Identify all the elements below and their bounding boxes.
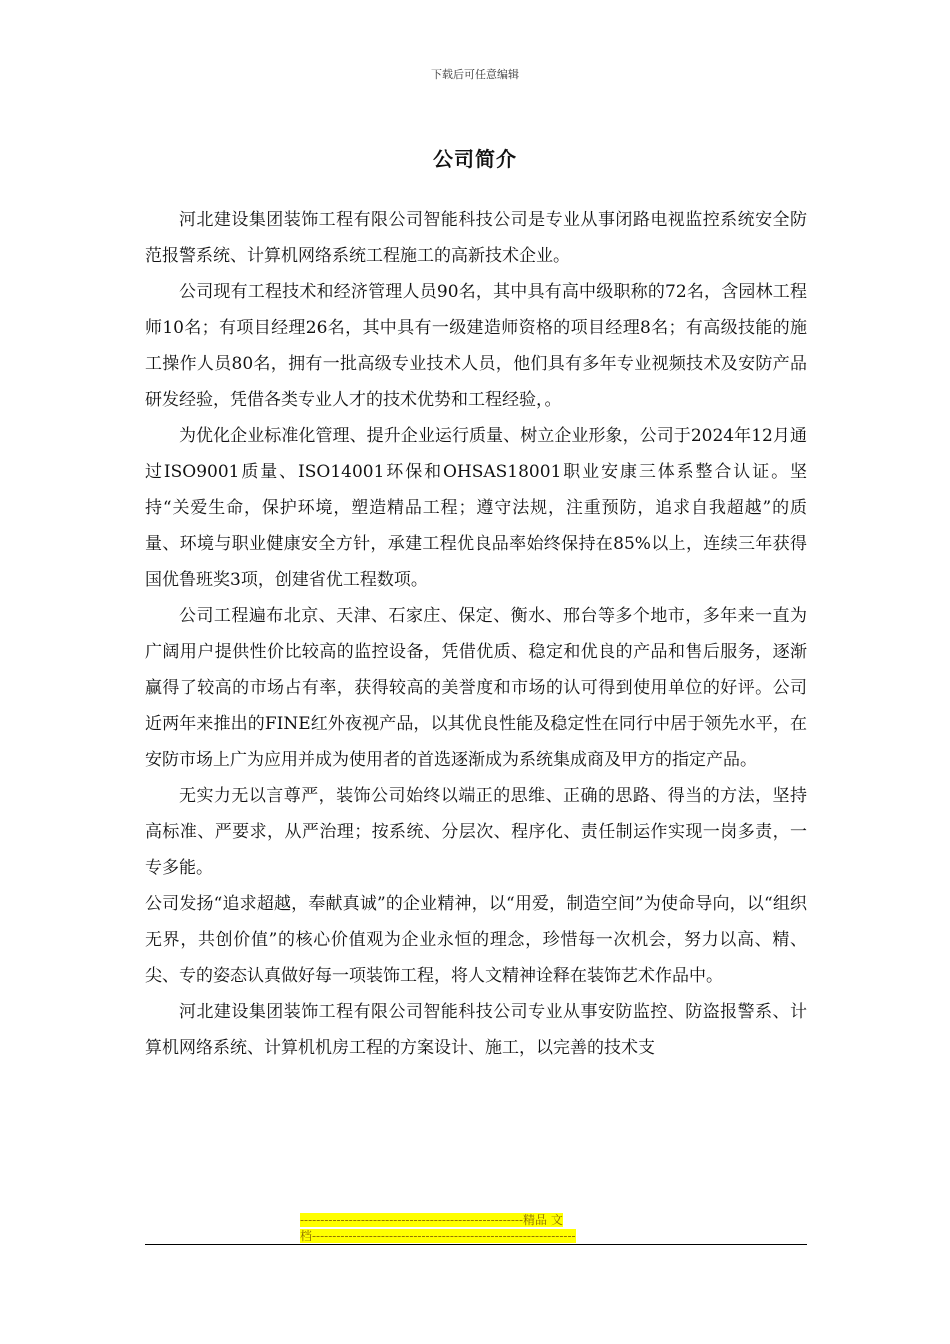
header-note: 下载后可任意编辑 bbox=[431, 68, 519, 81]
page-title: 公司简介 bbox=[433, 147, 517, 171]
paragraph-certification: 为优化企业标准化管理、提升企业运行质量、树立企业形象，公司于2024年12月通过ISO9001质量、ISO14001环保和OHSAS18001职业安康三体系整合认证。坚持“关爱生命，保护环境，塑造精品工程；遵守法规，注重预防，追求自我超越”的质量、环境与职业健康安全方针，承建工程优良品率始终保持在85%以上，连续三年获得国优鲁班奖3项，创建省优工程数项。 bbox=[145, 426, 807, 590]
paragraph-services: 河北建设集团装饰工程有限公司智能科技公司专业从事安防监控、防盗报警系、计算机网络系统、计算机机房工程的方案设计、施工，以完善的技术支 bbox=[145, 1002, 807, 1058]
footer-divider bbox=[145, 1244, 807, 1245]
footer-watermark bbox=[300, 1212, 650, 1244]
document-body bbox=[145, 202, 807, 1066]
footer-line-1: -------------------------------------------------------精品 文 bbox=[300, 1213, 563, 1227]
paragraph-intro: 河北建设集团装饰工程有限公司智能科技公司是专业从事闭路电视监控系统安全防范报警系统、计算机网络系统工程施工的高新技术企业。 bbox=[145, 210, 807, 266]
paragraph-spirit: 公司发扬“追求超越，奉献真诚”的企业精神，以“用爱，制造空间”为使命导向，以“组织无界，共创价值”的核心价值观为企业永恒的理念，珍惜每一次机会，努力以高、精、尖、专的姿态认真做好每一项装饰工程，将人文精神诠释在装饰艺术作品中。 bbox=[145, 894, 807, 986]
paragraph-management: 无实力无以言尊严，装饰公司始终以端正的思维、正确的思路、得当的方法，坚持高标准、严要求，从严治理；按系统、分层次、程序化、责任制运作实现一岗多责，一专多能。 bbox=[145, 786, 807, 878]
paragraph-market: 公司工程遍布北京、天津、石家庄、保定、衡水、邢台等多个地市，多年来一直为广阔用户提供性价比较高的监控设备，凭借优质、稳定和优良的产品和售后服务，逐渐赢得了较高的市场占有率，获得较高的美誉度和市场的认可得到使用单位的好评。公司近两年来推出的FINE红外夜视产品，以其优良性能及稳定性在同行中居于领先水平，在安防市场上广为应用并成为使用者的首选逐渐成为系统集成商及甲方的指定产品。 bbox=[145, 606, 807, 770]
footer-line-2: 档----------------------------------------------------------------- bbox=[300, 1229, 576, 1243]
paragraph-staff: 公司现有工程技术和经济管理人员90名，其中具有高中级职称的72名，含园林工程师10名；有项目经理26名，其中具有一级建造师资格的项目经理8名；有高级技能的施工操作人员80名，拥有一批高级专业技术人员，他们具有多年专业视频技术及安防产品研发经验，凭借各类专业人才的技术优势和工程经验，。 bbox=[145, 282, 807, 410]
